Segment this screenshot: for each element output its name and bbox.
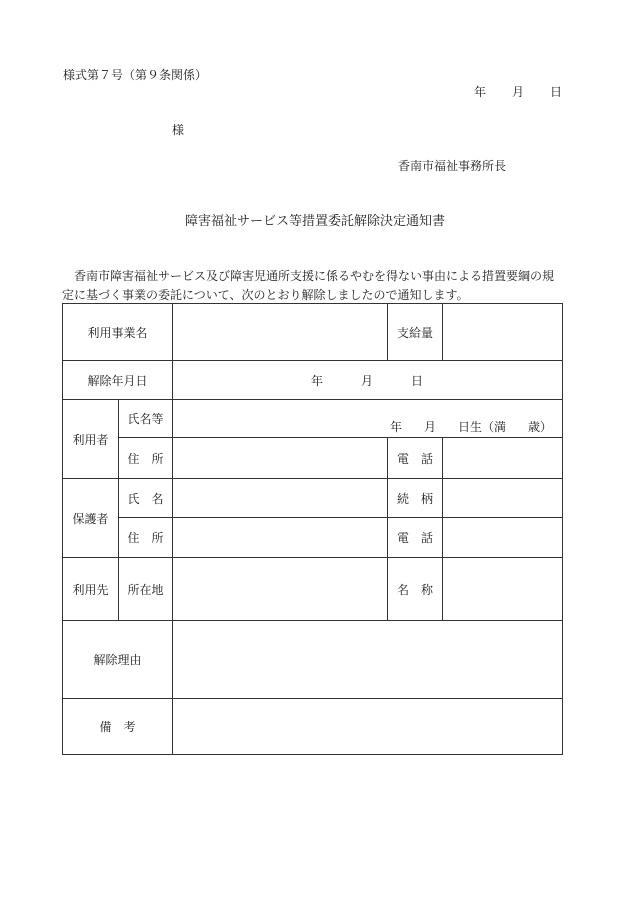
document-title: 障害福祉サービス等措置委託解除決定通知書 <box>184 214 445 229</box>
user-birth-date <box>173 400 563 438</box>
birth-year: 年 <box>389 420 402 434</box>
notice-table <box>62 303 563 755</box>
remarks-value <box>173 699 563 755</box>
guardian-phone-label: 電 話 <box>388 518 443 558</box>
cancel-date-month: 月 <box>361 373 374 388</box>
guardian-name-label: 氏 名 <box>119 479 173 518</box>
provider-name-value <box>443 558 563 621</box>
cancel-date-year: 年 <box>311 373 324 388</box>
form-number: 様式第７号（第９条関係） <box>63 68 208 82</box>
cancel-reason-label: 解除理由 <box>63 621 173 699</box>
guardian-label: 保護者 <box>63 479 119 558</box>
user-label: 利用者 <box>63 400 119 479</box>
guardian-relation-label: 続 柄 <box>388 479 443 518</box>
user-name-label: 氏名等 <box>119 400 173 438</box>
guardian-phone-value <box>443 518 563 558</box>
guardian-relation-value <box>443 479 563 518</box>
provider-location-value <box>173 558 388 621</box>
business-name-label: 利用事業名 <box>63 304 173 361</box>
cancel-reason-value <box>173 621 563 699</box>
business-name-value <box>173 304 388 361</box>
date-month: 月 <box>512 85 525 99</box>
provider-location-label: 所在地 <box>119 558 173 621</box>
birth-day-born: 日生（満 <box>457 420 506 434</box>
cancel-date-day: 日 <box>411 373 424 388</box>
user-phone-label: 電 話 <box>388 438 443 479</box>
guardian-address-label: 住 所 <box>119 518 173 558</box>
guardian-address-value <box>173 518 388 558</box>
issue-date <box>474 83 562 100</box>
supply-amount-value <box>443 304 563 361</box>
user-phone-value <box>443 438 563 479</box>
remarks-label: 備 考 <box>63 699 173 755</box>
provider-label: 利用先 <box>63 558 119 621</box>
date-day: 日 <box>550 85 563 99</box>
cancel-date-label: 解除年月日 <box>63 361 173 400</box>
body-text: 香南市障害福祉サービス及び障害児通所支援に係るやむを得ない事由による措置要綱の規定に基づく事業の委託について、次のとおり解除しましたので通知します。 <box>62 269 555 302</box>
user-address-label: 住 所 <box>119 438 173 479</box>
cancel-date-value <box>173 361 563 400</box>
birth-month: 月 <box>423 420 436 434</box>
guardian-name-value <box>173 479 388 518</box>
date-year: 年 <box>474 85 487 99</box>
provider-name-label: 名 称 <box>388 558 443 621</box>
birth-age: 歳） <box>528 420 553 434</box>
user-address-value <box>173 438 388 479</box>
issuer: 香南市福祉事務所長 <box>398 159 507 173</box>
supply-amount-label: 支給量 <box>388 304 443 361</box>
addressee-suffix: 様 <box>172 123 185 137</box>
